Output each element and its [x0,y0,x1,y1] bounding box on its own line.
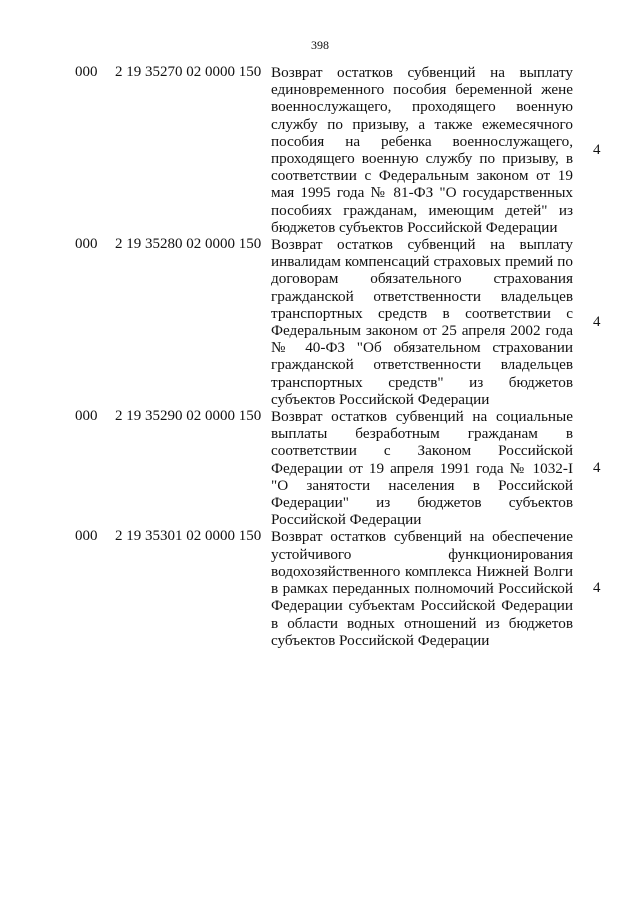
distribution-norm: 4 [593,580,601,597]
kbk-code: 2 19 35280 02 0000 150 [115,236,262,253]
budget-classification-table [0,64,640,649]
page-number: 398 [311,38,329,52]
table-row [0,528,640,648]
kbk-code: 2 19 35301 02 0000 150 [115,528,262,545]
admin-code: 000 [75,236,98,253]
revenue-description: Возврат остатков субвенций на выплату единовременного пособия беременной жене военнослужащего, проходящего военную службу по призыву, а также ежемесячного пособия на ребенка военнослужащего, проходящего военную службу по призыву, в соответствии с Федеральным законом от 19 мая 1995 года № 81-ФЗ "О государственных пособиях гражданам, имеющим детей" из бюджетов субъектов Российской Федерации [271,64,573,236]
admin-code: 000 [75,528,98,545]
kbk-code: 2 19 35290 02 0000 150 [115,408,262,425]
kbk-code: 2 19 35270 02 0000 150 [115,64,262,80]
table-row [0,236,640,408]
revenue-description: Возврат остатков субвенций на выплату инвалидам компенсаций страховых премий по договорам обязательного страхования гражданской ответственности владельцев транспортных средств в соответствии с Федеральным законом от 25 апреля 2002 года № 40-ФЗ "Об обязательном страховании гражданской ответственности владельцев транспортных средств" из бюджетов субъектов Российской Федерации [271,236,573,408]
distribution-norm: 4 [593,141,601,158]
admin-code: 000 [75,64,98,80]
distribution-norm: 4 [593,313,601,330]
admin-code: 000 [75,408,98,425]
distribution-norm: 4 [593,459,601,476]
table-row [0,408,640,528]
table-row [0,64,640,236]
revenue-description: Возврат остатков субвенций на социальные выплаты безработным гражданам в соответствии с Законом Российской Федерации от 19 апреля 1991 года № 1032-I "О занятости населения в Российской Федерации" из бюджетов субъектов Российской Федерации [271,408,573,529]
revenue-description: Возврат остатков субвенций на обеспечение устойчивого функционирования водохозяйственного комплекса Нижней Волги в рамках переданных полномочий Российской Федерации субъектам Российской Федерации в области водных отношений из бюджетов субъектов Российской Федерации [271,528,573,649]
